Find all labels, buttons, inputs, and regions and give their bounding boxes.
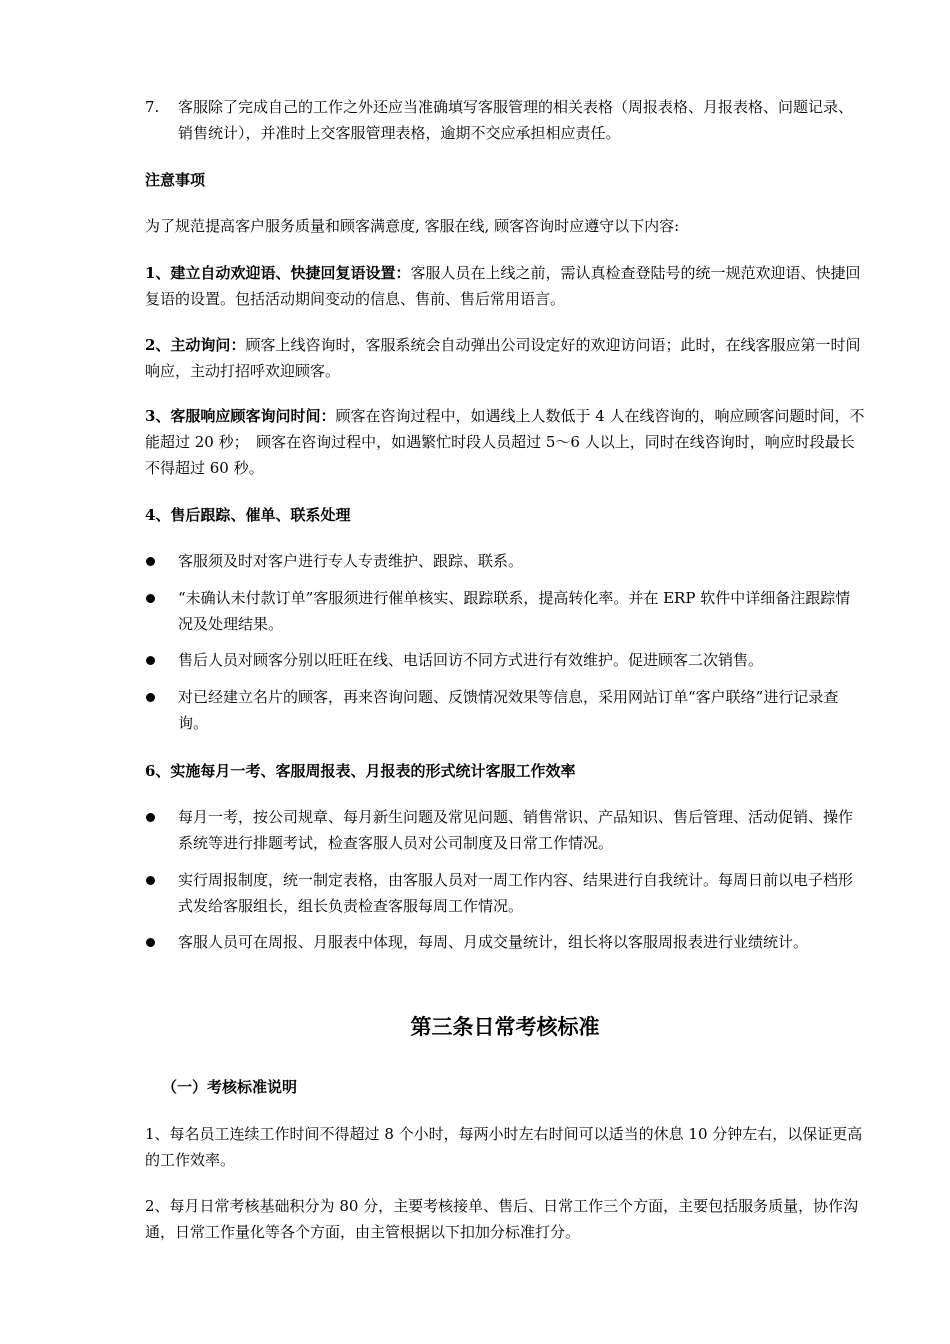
- note-paragraph-2: [145, 332, 865, 384]
- bullet-text: 每月一考，按公司规章、每月新生问题及常见问题、销售常识、产品知识、售后管理、活动促销、操作系统等进行排题考试，检查客服人员对公司制度及日常工作情况。: [178, 808, 854, 852]
- list-item-text: 客服除了完成自己的工作之外还应当准确填写客服管理的相关表格（周报表格、月报表格、问题记录、销售统计），并准时上交客服管理表格，逾期不交应承担相应责任。: [178, 98, 854, 142]
- bullet-icon: [146, 594, 155, 603]
- subsection-heading: （一）考核标准说明: [162, 1078, 298, 1096]
- bullet-item: [145, 585, 865, 637]
- note-text-1: 客服人员在上线之前，需认真检查登陆号的统一规范欢迎语、快捷回复语的设置。包括活动期间变动的信息、售前、售后常用语言。: [145, 264, 861, 308]
- list-item-7: [145, 94, 865, 146]
- bullet-item: [145, 684, 865, 736]
- bullet-icon: [146, 876, 155, 885]
- bullet-text: 客服须及时对客户进行专人专责维护、跟踪、联系。: [178, 552, 524, 570]
- note-lead-3: 3、客服响应顾客询问时间：: [145, 407, 336, 425]
- bullet-item: [145, 929, 865, 955]
- note-paragraph-1: [145, 260, 865, 312]
- bullet-icon: [146, 813, 155, 822]
- note-text-3: 顾客在咨询过程中，如遇线上人数低于 4 人在线咨询的，响应顾客问题时间，不能超过 20 秒； 顾客在咨询过程中，如遇繁忙时段人员超过 5～6 人以上，同时在线咨询时，响应时段最长不得超过 60 秒。: [145, 407, 865, 477]
- notes-heading: 注意事项: [145, 171, 206, 189]
- bullet-text: 对已经建立名片的顾客，再来咨询问题、反馈情况效果等信息，采用网站订单“客户联络”进行记录查询。: [178, 688, 839, 732]
- standard-paragraph-1: 1、每名员工连续工作时间不得超过 8 个小时，每两小时左右时间可以适当的休息 10 分钟左右，以保证更高的工作效率。: [145, 1125, 863, 1169]
- note-lead-1: 1、建立自动欢迎语、快捷回复语设置：: [145, 264, 411, 282]
- bullet-text: 客服人员可在周报、月服表中体现，每周、月成交量统计，组长将以客服周报表进行业绩统计。: [178, 933, 809, 951]
- bullet-text: “未确认未付款订单”客服须进行催单核实、跟踪联系，提高转化率。并在 ERP 软件中详细备注跟踪情况及处理结果。: [178, 589, 851, 633]
- bullet-item: [145, 647, 865, 673]
- bullet-icon: [146, 557, 155, 566]
- note-lead-2: 2、主动询问：: [145, 336, 246, 354]
- bullet-text: 售后人员对顾客分别以旺旺在线、电话回访不同方式进行有效维护。促进顾客二次销售。: [178, 651, 764, 669]
- section-4-heading: 4、售后跟踪、催单、联系处理: [145, 506, 351, 524]
- section-title: 第三条日常考核标准: [410, 1014, 600, 1039]
- notes-intro: 为了规范提高客户服务质量和顾客满意度, 客服在线, 顾客咨询时应遵守以下内容:: [145, 217, 680, 235]
- bullet-icon: [146, 656, 155, 665]
- bullet-item: [145, 867, 865, 919]
- list-number: 7.: [145, 98, 160, 116]
- section-6-heading: 6、实施每月一考、客服周报表、月报表的形式统计客服工作效率: [145, 762, 576, 780]
- bullet-icon: [146, 693, 155, 702]
- bullet-item: [145, 804, 865, 856]
- note-paragraph-3: [145, 403, 865, 481]
- bullet-icon: [146, 938, 155, 947]
- bullet-item: [145, 548, 865, 574]
- standard-paragraph-2: 2、每月日常考核基础积分为 80 分，主要考核接单、售后、日常工作三个方面，主要包括服务质量，协作沟通，日常工作量化等各个方面，由主管根据以下扣加分标准打分。: [145, 1197, 859, 1241]
- note-text-2: 顾客上线咨询时，客服系统会自动弹出公司设定好的欢迎访问语；此时，在线客服应第一时间响应，主动打招呼欢迎顾客。: [145, 336, 861, 380]
- bullet-text: 实行周报制度，统一制定表格，由客服人员对一周工作内容、结果进行自我统计。每周日前以电子档形式发给客服组长，组长负责检查客服每周工作情况。: [178, 871, 854, 915]
